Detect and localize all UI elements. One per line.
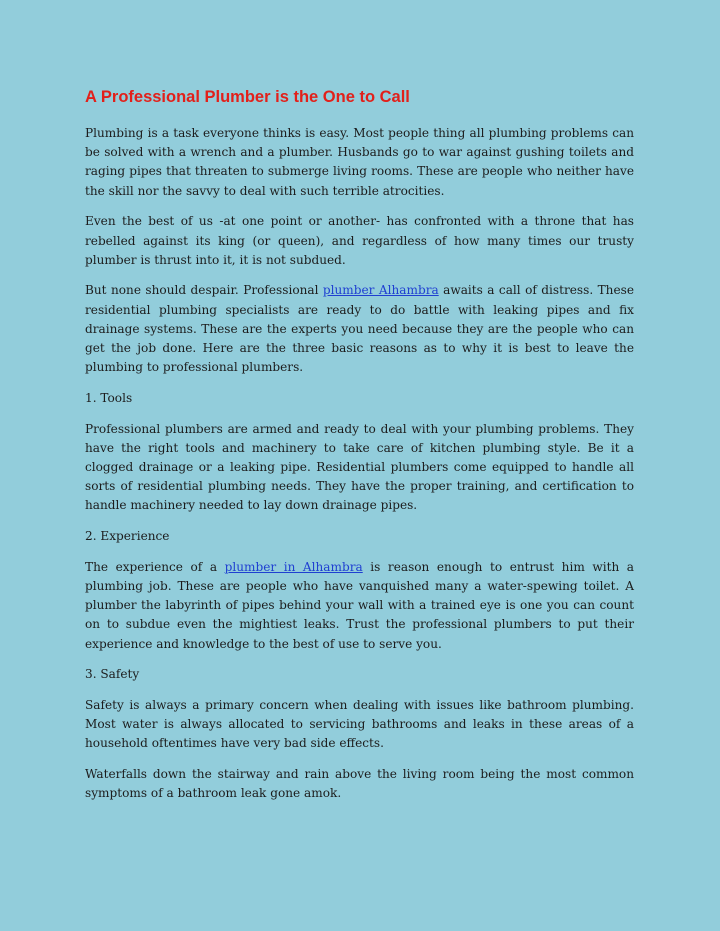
paragraph-despair xyxy=(85,281,634,377)
paragraph-waterfalls: Waterfalls down the stairway and rain above the living room being the most common symptoms of a bathroom leak gone amok. xyxy=(85,767,634,801)
paragraph-experience-text-before: The experience of a xyxy=(85,559,225,574)
paragraph-experience xyxy=(85,558,634,654)
paragraph-tools: Professional plumbers are armed and ready to deal with your plumbing problems. They have the right tools and machinery to take care of kitchen plumbing style. Be it a clogged drainage or a leaking pipe. Residential plumbers come equipped to handle all sorts of residential plumbing needs. They have the proper training, and certification to handle machinery needed to lay down drainage pipes. xyxy=(85,421,634,513)
paragraph-safety: Safety is always a primary concern when dealing with issues like bathroom plumbing. Most water is always allocated to servicing bathrooms and leaks in these areas of a household oftentimes have very bad side effects. xyxy=(85,698,634,751)
heading-tools: 1. Tools xyxy=(85,390,133,405)
page-title: A Professional Plumber is the One to Call xyxy=(85,88,410,106)
paragraph-experience-text-after: is reason enough to entrust him with a plumbing job. These are people who have vanquished many a water-spewing toilet. A plumber the labyrinth of pipes behind your wall with a trained eye is one you can count on to subdue even the mightiest leaks. Trust the professional plumbers to put their experience and knowledge to the best of use to serve you. xyxy=(85,559,634,651)
paragraph-despair-text-before: But none should despair. Professional xyxy=(85,283,323,298)
plumber-alhambra-link[interactable]: plumber Alhambra xyxy=(322,283,439,298)
paragraph-throne: Even the best of us -at one point or another- has confronted with a throne that has rebelled against its king (or queen), and regardless of how many times our trusty plumber is thrust into it, it is not subdued. xyxy=(85,214,634,267)
document-page xyxy=(85,86,634,815)
heading-safety: 3. Safety xyxy=(85,667,140,682)
plumber-in-alhambra-link[interactable]: plumber in Alhambra xyxy=(224,559,363,574)
paragraph-intro: Plumbing is a task everyone thinks is easy. Most people thing all plumbing problems can be solved with a wrench and a plumber. Husbands go to war against gushing toilets and raging pipes that threaten to submerge living rooms. These are people who neither have the skill nor the savvy to deal with such terrible atrocities. xyxy=(85,126,634,198)
heading-experience: 2. Experience xyxy=(85,529,170,544)
paragraph-despair-text-after: awaits a call of distress. These residential plumbing specialists are ready to do battle with leaking pipes and fix drainage systems. These are the experts you need because they are the people who can get the job done. Here are the three basic reasons as to why it is best to leave the plumbing to professional plumbers. xyxy=(85,283,634,375)
